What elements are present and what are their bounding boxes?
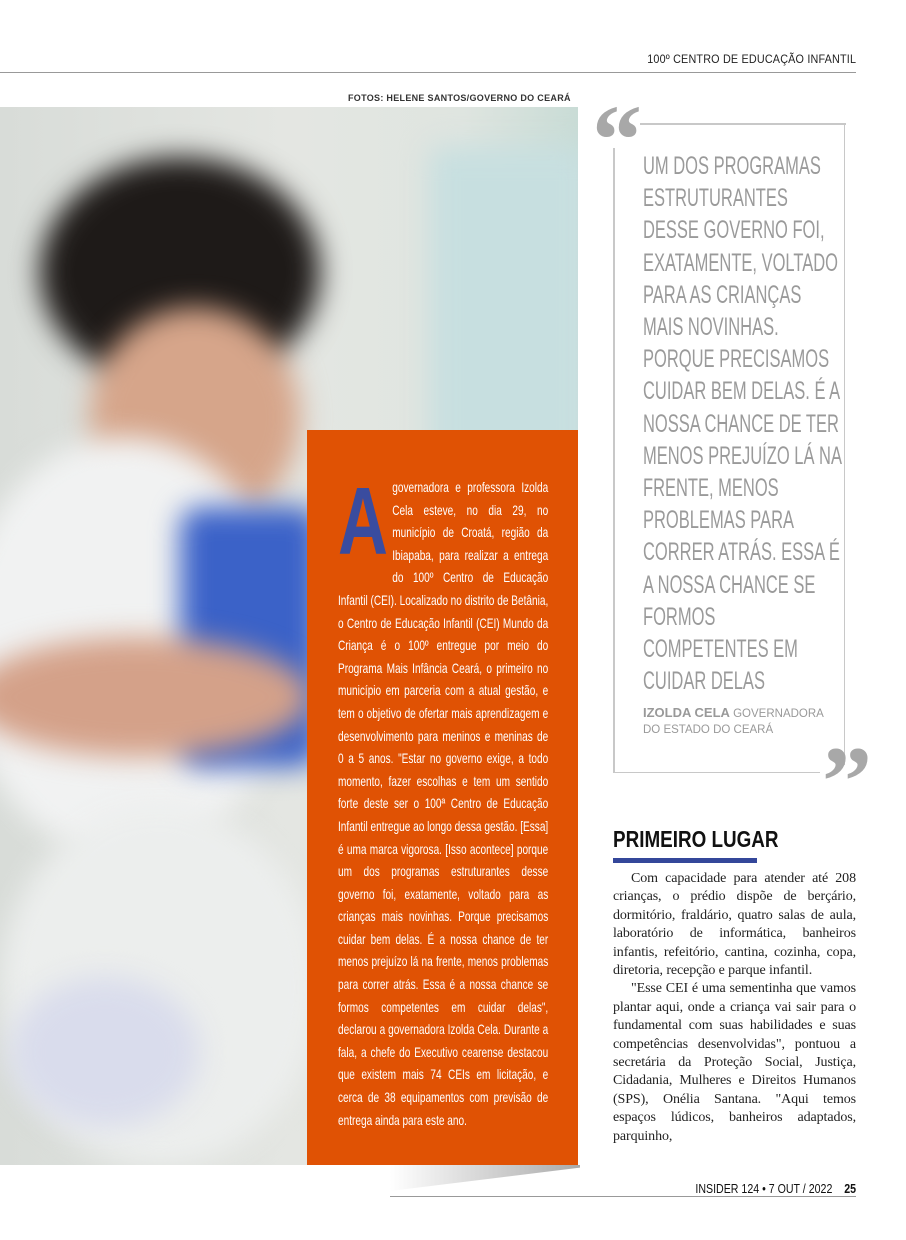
paragraph: "Esse CEI é uma sementinha que vamos plantar aqui, onde a criança vai sair para o fundamental com suas habilidades e suas competências desenvolvidas", pontuou a secretária da Proteção Social, Justiça, Cidadania, Mulheres e Direitos Humanos (SPS), Onélia Santana. "Aqui temos espaços lúdicos, banheiros adaptados, parquinho, <box>613 981 856 1144</box>
quote-author-role: GOVERNADORA DO ESTADO DO CEARÁ <box>643 708 824 737</box>
pull-quote-text: UM DOS PROGRAMAS ESTRUTURANTES DESSE GOVERNO FOI, EXATAMENTE, VOLTADO PARA AS CRIANÇAS MAIS NOVINHAS. PORQUE PRECISAMOS CUIDAR BEM DELAS. É A NOSSA CHANCE DE TER MENOS PREJUÍZO LÁ NA FRENTE, MENOS PROBLEMAS PARA CORRER ATRÁS. ESSA É A NOSSA CHANCE SE FORMOS COMPETENTES EM CUIDAR DELAS <box>643 152 842 696</box>
pull-quote <box>643 150 843 738</box>
quote-attribution <box>643 705 843 738</box>
sidebar-text: A governadora e professora Izolda Cela esteve, no dia 29, no município de Croatá, região da Ibiapaba, para realizar a entrega do 100º Centro de Educação Infantil (CEI). Localizado no distrito de Betânia, o Centro de Educação Infantil (CEI) Mundo da Criança é o 100º entregue por meio do Programa Mais Infância Ceará, o primeiro no município em parceria com a atual gestão, e tem o objetivo de ofertar mais aprendizagem e desenvolvimento para meninos e meninas de 0 a 5 anos. "Estar no governo exige, a todo momento, fazer escolhas e tem um sentido forte deste ser o 100ª Centro de Educação Infantil entregue ao longo dessa gestão. [Essa] é uma marca vigorosa. [Isso acontece] porque um dos programas estruturantes desse governo foi, exatamente, voltado para as crianças mais novinhas. Porque precisamos cuidar bem delas. É a nossa chance de ter menos prejuízo lá na frente, menos problemas para correr atrás. Essa é a nossa chance se formos competentes em cuidar delas", declarou a governadora Izolda Cela. Durante a fala, a chefe do Executivo cearense destacou que existem mais 74 CEIs em licitação, e cerca de 38 equipamentos com previsão de entrega ainda para este ano. <box>338 468 549 1128</box>
article-body <box>613 870 856 1146</box>
header-divider <box>0 72 856 73</box>
sidebar-box <box>307 430 578 1165</box>
section-heading: PRIMEIRO LUGAR <box>613 826 779 852</box>
quote-author: IZOLDA CELA <box>643 705 730 721</box>
paragraph: Com capacidade para atender até 208 crianças, o prédio dispõe de berçário, dormitório, fraldário, quatro salas de aula, laboratório de informática, banheiros infantis, refeitório, cantina, cozinha, copa, diretoria, recepção e parque infantil. <box>613 871 856 979</box>
box-shadow <box>390 1165 580 1191</box>
footer-divider <box>390 1196 856 1197</box>
close-quote-icon: ” <box>822 726 872 837</box>
heading-underline <box>613 858 757 863</box>
section-header: 100º CENTRO DE EDUCAÇÃO INFANTIL <box>647 52 856 66</box>
photo-credit: FOTOS: HELENE SANTOS/GOVERNO DO CEARÁ <box>348 93 571 103</box>
issue-info: INSIDER 124 • 7 OUT / 2022 <box>695 1182 833 1196</box>
page-number: 25 <box>844 1182 856 1196</box>
footer <box>695 1182 856 1196</box>
drop-cap: A <box>338 468 388 575</box>
open-quote-icon: “ <box>592 84 642 195</box>
